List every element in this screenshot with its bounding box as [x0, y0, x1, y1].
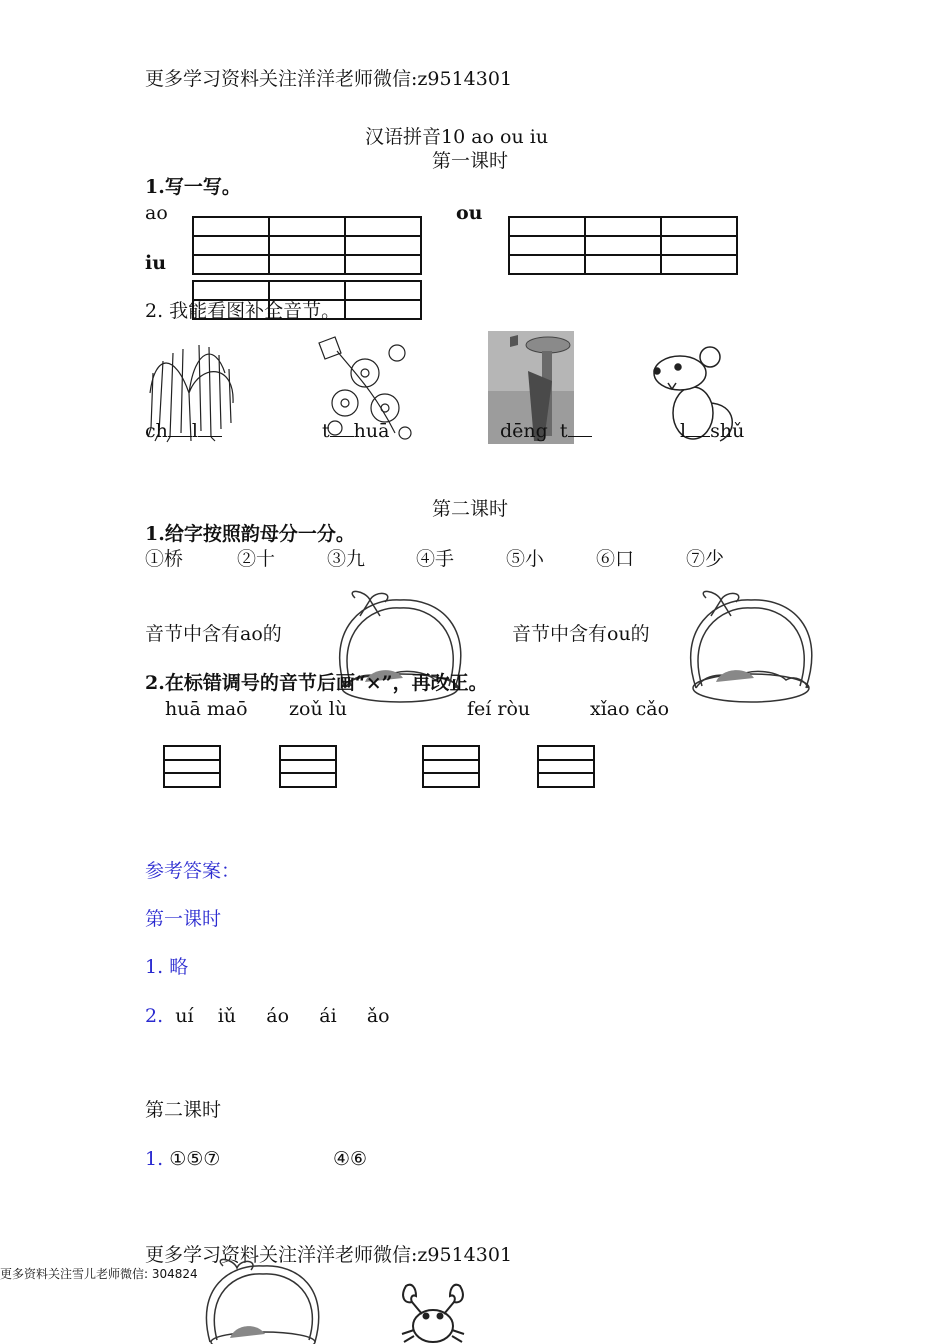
- char-6: ⑥口: [596, 548, 635, 570]
- l2-q2-heading: 2.在标错调号的音节后画“×”，再改正。: [145, 672, 488, 694]
- syllable-pair-2: zoǔ lù: [289, 698, 348, 720]
- answers-lesson2-title: 第二课时: [145, 1099, 222, 1121]
- basket-ou-label: 音节中含有ou的: [512, 623, 650, 645]
- watermark-bottom: 更多学习资料关注洋洋老师微信:z9514301: [145, 1244, 513, 1266]
- basket-ao-label: 音节中含有ao的: [145, 623, 282, 645]
- writing-grid-ou[interactable]: [508, 216, 738, 275]
- answer-1: 1. 略: [145, 956, 189, 978]
- writing-grid-ao[interactable]: [192, 216, 422, 275]
- syllable-pair-3: feí ròu: [467, 698, 531, 720]
- blank-2[interactable]: [198, 420, 222, 437]
- syllable-pair-1: huā maō: [165, 698, 248, 720]
- answer-lesson2-1: 1. ①⑤⑦: [145, 1148, 221, 1170]
- answer-lesson2-1-group2: ④⑥: [333, 1148, 368, 1170]
- label-ao: ao: [145, 202, 168, 224]
- syllable-lamp: dēng t: [500, 420, 592, 442]
- q2-heading: 2. 我能看图补全音节。: [145, 300, 341, 322]
- syllable-willow: ch l: [145, 420, 222, 442]
- q1-heading: 1.写一写。: [145, 176, 241, 198]
- label-ou: ou: [456, 202, 483, 224]
- blank-1[interactable]: [168, 420, 192, 437]
- char-7: ⑦少: [686, 548, 725, 570]
- crab-icon: [398, 1276, 468, 1344]
- l2-q1-heading: 1.给字按照韵母分一分。: [145, 523, 355, 545]
- lesson-1-title: 第一课时: [432, 150, 509, 172]
- label-iu: iu: [145, 252, 167, 274]
- char-5: ⑤小: [506, 548, 545, 570]
- lesson-2-title: 第二课时: [432, 498, 509, 520]
- answers-heading: 参考答案：: [145, 860, 241, 882]
- watermark-side: 更多资料关注雪儿老师微信: 304824: [0, 1267, 198, 1281]
- correction-box-4[interactable]: [537, 745, 595, 788]
- correction-box-2[interactable]: [279, 745, 337, 788]
- watermark-top: 更多学习资料关注洋洋老师微信:z9514301: [145, 68, 513, 90]
- blank-4[interactable]: [568, 420, 592, 437]
- char-1: ①桥: [145, 548, 184, 570]
- syllable-flower: t huā: [322, 420, 390, 442]
- syllable-pair-4: xǐao cǎo: [590, 698, 670, 720]
- char-3: ③九: [327, 548, 366, 570]
- correction-box-1[interactable]: [163, 745, 221, 788]
- correction-box-3[interactable]: [422, 745, 480, 788]
- basket-answer-icon: [195, 1258, 330, 1344]
- char-2: ②十: [237, 548, 276, 570]
- answers-lesson1-title: 第一课时: [145, 908, 222, 930]
- answer-2: 2. uí iǔ áo ái ǎo: [145, 1005, 390, 1027]
- syllable-mouse: l shǔ: [680, 420, 745, 442]
- basket-ou-icon[interactable]: [676, 588, 826, 710]
- blank-5[interactable]: [686, 420, 710, 437]
- page-title: 汉语拼音10 ao ou iu: [365, 126, 549, 148]
- blank-3[interactable]: [330, 420, 354, 437]
- char-4: ④手: [416, 548, 455, 570]
